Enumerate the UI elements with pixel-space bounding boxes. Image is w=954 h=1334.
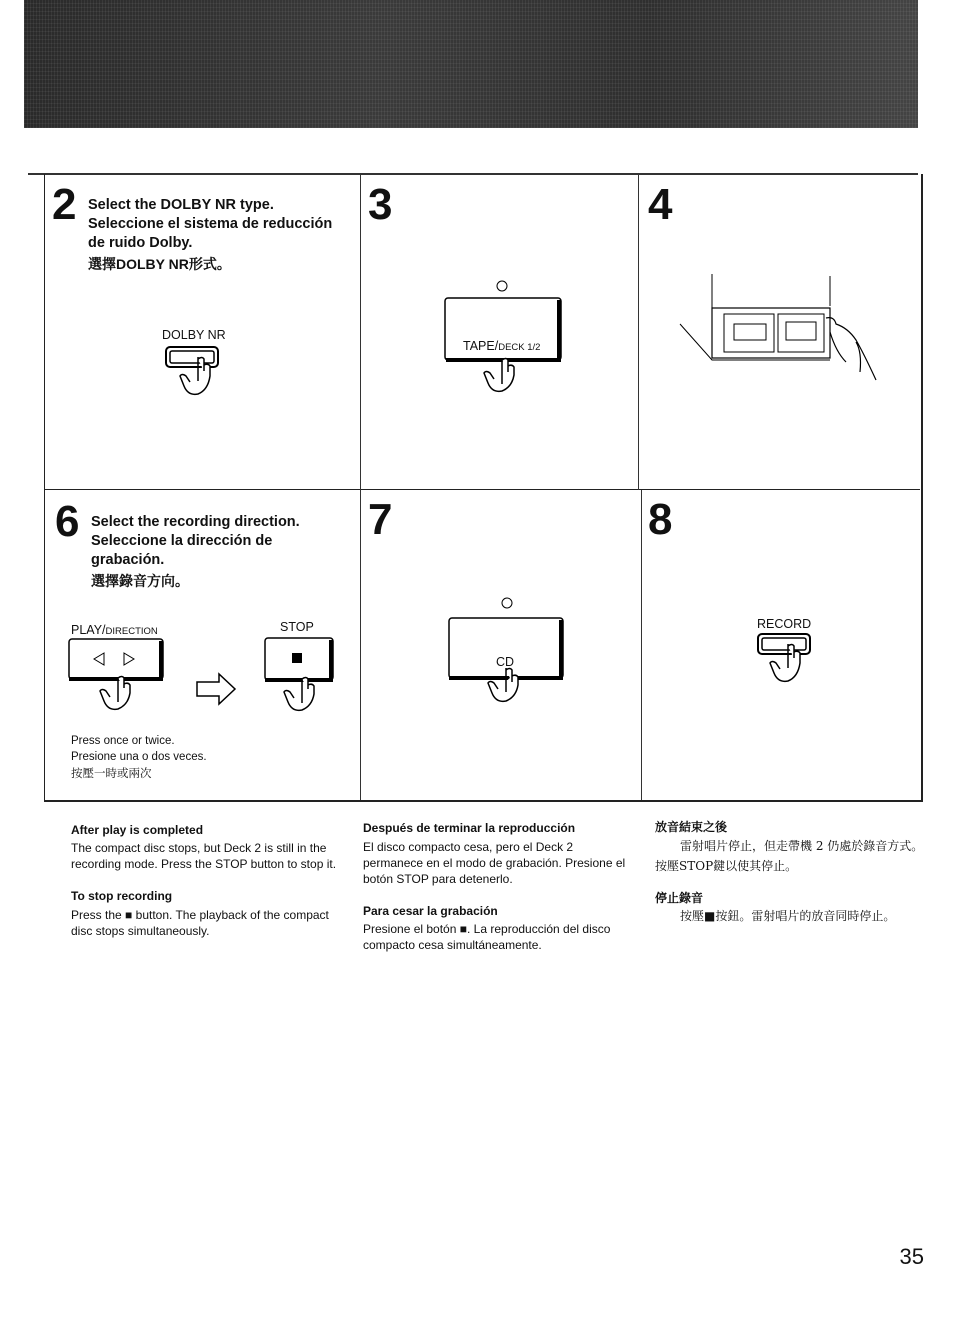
step-title xyxy=(91,513,331,591)
indicator-light-icon xyxy=(495,279,509,293)
tape-deck-label: TAPE/DECK 1/2 xyxy=(463,339,541,353)
step-number: 3 xyxy=(368,180,393,229)
cd-label: CD xyxy=(496,655,515,669)
indicator-light-icon xyxy=(500,596,514,610)
note-text: 雷射唱片停止，但走帶機 2 仍處於錄音方式。 xyxy=(680,839,924,853)
finger-press-icon xyxy=(100,677,130,710)
finger-press-icon xyxy=(284,678,314,711)
play-direction-label: PLAY/DIRECTION xyxy=(71,623,158,637)
step-number: 7 xyxy=(368,495,393,544)
note-heading: Para cesar la grabación xyxy=(363,904,498,918)
arrow-right-icon xyxy=(196,672,238,706)
column-divider xyxy=(641,490,642,800)
note-text: 按壓STOP鍵以使其停止。 xyxy=(655,859,798,873)
note-text: The compact disc stops, but Deck 2 is still in the recording mode. Press the STOP button to stop it. xyxy=(71,841,337,871)
step-number: 2 xyxy=(52,180,77,229)
record-label: RECORD xyxy=(757,617,812,631)
press-instructions: Press once or twice. Presione una o dos veces. 按壓一時或兩次 xyxy=(71,735,207,780)
dolby-nr-label: DOLBY NR xyxy=(162,328,226,342)
stop-square-icon: ■ xyxy=(704,909,716,923)
record-button[interactable] xyxy=(756,632,816,690)
title-cn: 選擇DOLBY NR形式。 xyxy=(88,256,231,272)
stop-square-icon xyxy=(292,653,302,663)
note-heading: 放音結束之後 xyxy=(655,820,728,834)
header-banner xyxy=(24,0,918,128)
stop-button[interactable] xyxy=(264,637,340,721)
stop-square-icon: ■ xyxy=(459,922,467,936)
title-es: Seleccione el sistema de reducción de ruido Dolby. xyxy=(88,216,333,251)
step-number: 4 xyxy=(648,180,673,229)
stop-label: STOP xyxy=(280,620,314,634)
note-heading: To stop recording xyxy=(71,889,173,903)
hand-icon xyxy=(826,318,876,380)
title-en: Select the DOLBY NR type. xyxy=(88,197,274,213)
play-direction-button[interactable] xyxy=(68,638,170,720)
step-title xyxy=(88,196,353,274)
note-text: El disco compacto cesa, pero el Deck 2 permanece en el modo de grabación. Presione el botón STOP para detenerlo. xyxy=(363,840,626,886)
title-cn: 選擇錄音方向。 xyxy=(91,573,189,589)
dolby-nr-button[interactable] xyxy=(164,345,224,401)
middle-rule xyxy=(44,489,920,490)
title-en: Select the recording direction. xyxy=(91,514,300,530)
title-es: Seleccione la dirección de grabación. xyxy=(91,533,273,568)
cassette-deck-illustration xyxy=(680,272,890,404)
page-number: 35 xyxy=(899,1244,924,1269)
note-text: Presione el botón ■. La reproducción del disco compacto cesa simultáneamente. xyxy=(363,922,611,952)
note-text: Press the ■ button. The playback of the compact disc stops simultaneously. xyxy=(71,908,329,938)
column-divider xyxy=(360,174,361,800)
step-number: 8 xyxy=(648,495,673,544)
finger-press-icon xyxy=(484,358,514,391)
note-heading: Después de terminar la reproducción xyxy=(363,821,576,835)
stop-square-icon: ■ xyxy=(125,908,133,922)
note-text: 按壓■按鈕。雷射唱片的放音同時停止。 xyxy=(680,909,896,923)
note-heading: After play is completed xyxy=(71,823,204,837)
step-number: 6 xyxy=(55,497,80,546)
note-heading: 停止錄音 xyxy=(655,891,704,905)
column-divider xyxy=(638,174,639,490)
